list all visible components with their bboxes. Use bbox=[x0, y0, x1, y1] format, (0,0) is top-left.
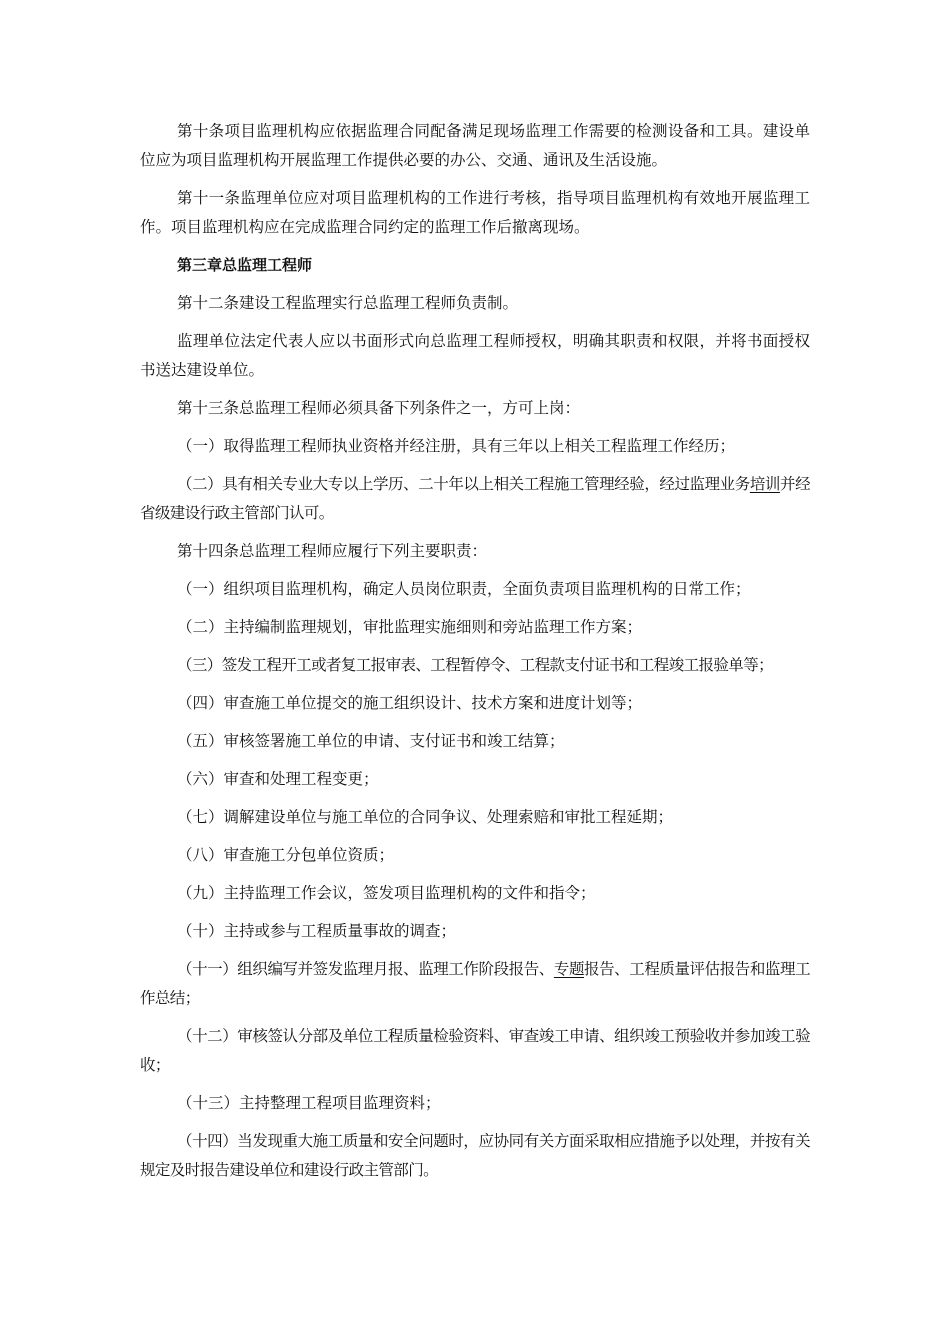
condition-2-before: （二）具有相关专业大专以上学历、二十年以上相关工程施工管理经验，经过监理业务 bbox=[177, 475, 750, 493]
duty-2: （二）主持编制监理规划，审批监理实施细则和旁站监理工作方案； bbox=[177, 618, 643, 636]
duty-11-before: （十一）组织编写并签发监理月报、监理工作阶段报告、 bbox=[177, 960, 554, 978]
article-11: 第十一条监理单位应对项目监理机构的工作进行考核，指导项目监理机构有效地开展监理工作。项目监理机构应在完成监理合同约定的监理工作后撤离现场。 bbox=[140, 189, 810, 236]
duty-11 bbox=[140, 955, 810, 1013]
article-10: 第十条项目监理机构应依据监理合同配备满足现场监理工作需要的检测设备和工具。建设单位应为项目监理机构开展监理工作提供必要的办公、交通、通讯及生活设施。 bbox=[140, 122, 810, 169]
document-page bbox=[140, 117, 810, 1194]
duty-13: （十三）主持整理工程项目监理资料； bbox=[177, 1094, 441, 1112]
duty-4: （四）审查施工单位提交的施工组织设计、技术方案和进度计划等； bbox=[177, 694, 643, 712]
duty-9: （九）主持监理工作会议，签发项目监理机构的文件和指令； bbox=[177, 884, 596, 902]
authorization-paragraph: 监理单位法定代表人应以书面形式向总监理工程师授权，明确其职责和权限，并将书面授权书送达建设单位。 bbox=[140, 332, 810, 379]
duty-10: （十）主持或参与工程质量事故的调查； bbox=[177, 922, 457, 940]
training-link[interactable]: 培训 bbox=[749, 475, 780, 493]
condition-2-after: 并经省级建设行政主管部门认可。 bbox=[140, 475, 810, 522]
chapter-heading: 第三章总监理工程师 bbox=[177, 256, 313, 274]
duty-12: （十二）审核签认分部及单位工程质量检验资料、审查竣工申请、组织竣工预验收并参加竣工验收； bbox=[140, 1027, 810, 1074]
article-14: 第十四条总监理工程师应履行下列主要职责： bbox=[177, 542, 488, 560]
duty-7: （七）调解建设单位与施工单位的合同争议、处理索赔和审批工程延期； bbox=[177, 808, 674, 826]
duty-14: （十四）当发现重大施工质量和安全问题时，应协同有关方面采取相应措施予以处理，并按有关规定及时报告建设单位和建设行政主管部门。 bbox=[140, 1132, 810, 1179]
article-13: 第十三条总监理工程师必须具备下列条件之一，方可上岗： bbox=[177, 399, 581, 417]
condition-1: （一）取得监理工程师执业资格并经注册，具有三年以上相关工程监理工作经历； bbox=[177, 437, 736, 455]
duty-3: （三）签发工程开工或者复工报审表、工程暂停令、工程款支付证书和工程竣工报验单等； bbox=[177, 656, 774, 674]
duty-8: （八）审查施工分包单位资质； bbox=[177, 846, 395, 864]
condition-2 bbox=[140, 470, 810, 528]
duty-11-after: 报告、工程质量评估报告和监理工作总结； bbox=[140, 960, 810, 1007]
article-12: 第十二条建设工程监理实行总监理工程师负责制。 bbox=[177, 294, 519, 312]
duty-1: （一）组织项目监理机构，确定人员岗位职责，全面负责项目监理机构的日常工作； bbox=[177, 580, 751, 598]
special-report-link[interactable]: 专题 bbox=[553, 960, 585, 978]
duty-5: （五）审核签署施工单位的申请、支付证书和竣工结算； bbox=[177, 732, 565, 750]
duty-6: （六）审查和处理工程变更； bbox=[177, 770, 379, 788]
